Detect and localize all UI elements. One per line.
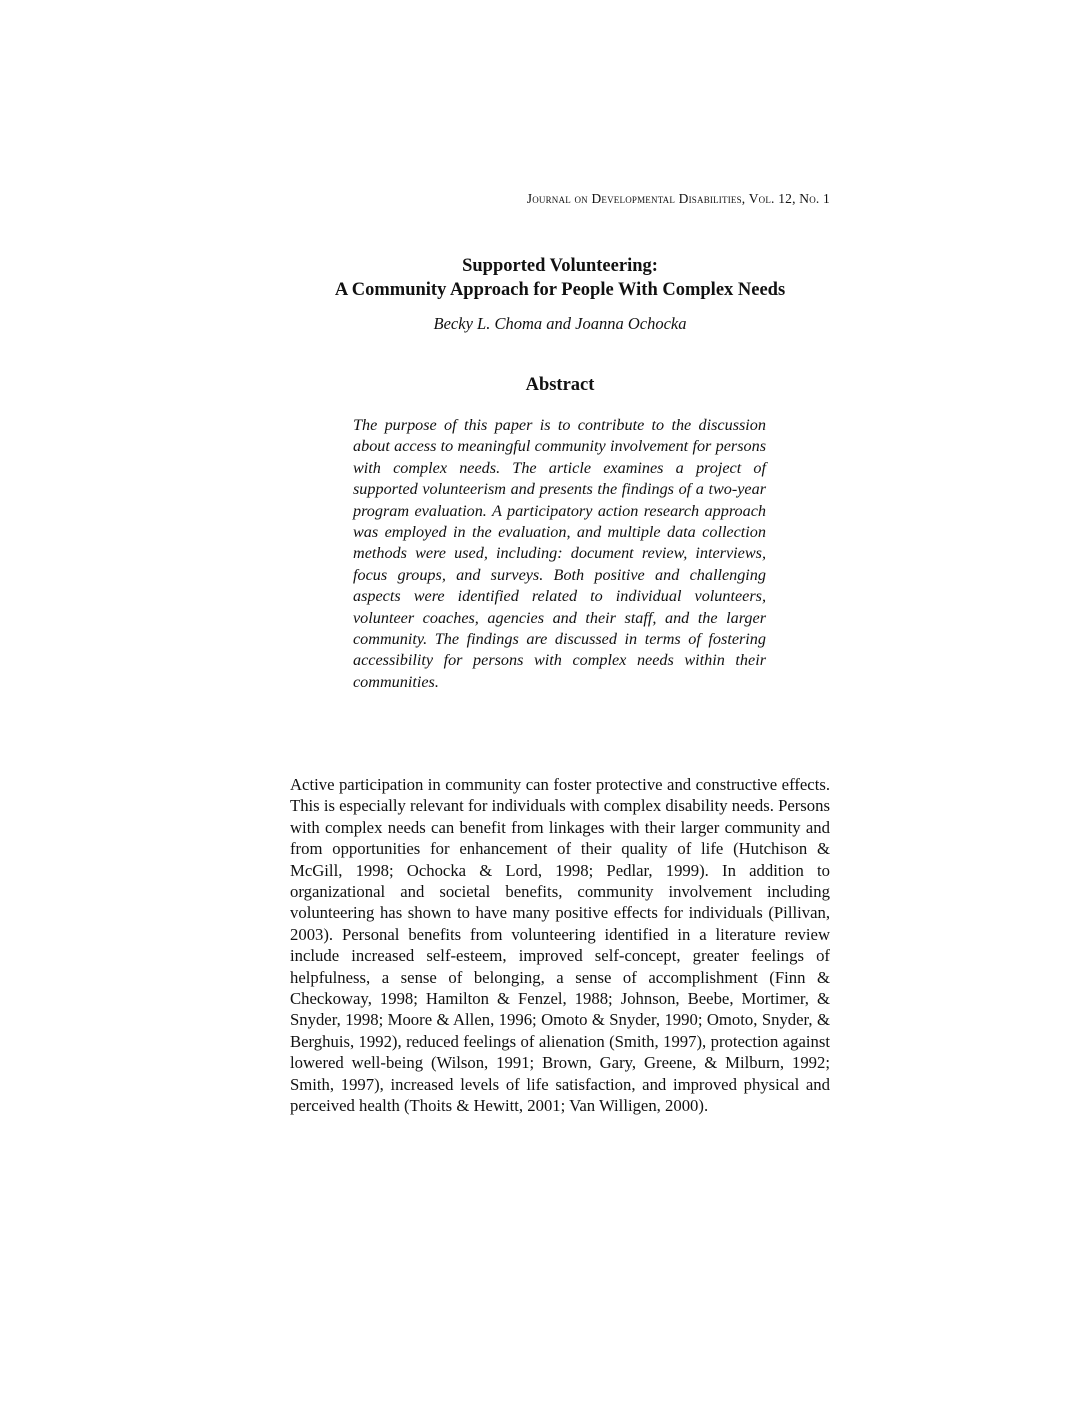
title-line-2: A Community Approach for People With Complex Needs xyxy=(334,280,786,300)
abstract-text: The purpose of this paper is to contribute to the discussion about access to meaningful community involvement for persons with complex needs. The article examines a project of supported volunteerism and presents the findings of a two-year program evaluation. A participatory action research approach was employed in the evaluation, and multiple data collection methods were used, including: document review, interviews, focus groups, and surveys. Both positive and challenging aspects were identified related to individual volunteers, volunteer coaches, agencies and their staff, and the larger community. The findings are discussed in terms of fostering accessibility for persons with complex needs within their communities. xyxy=(353,416,766,691)
abstract-heading: Abstract xyxy=(525,375,595,395)
title-line-1: Supported Volunteering: xyxy=(462,256,658,276)
body-paragraph: Active participation in community can foster protective and constructive effects. This is especially relevant for individuals with complex disability needs. Persons with complex needs can benefit from linkages with their larger community and from opportunities for enhancement of their quality of life (Hutchison & McGill, 1998; Ochocka & Lord, 1998; Pedlar, 1999). In addition to organizational and societal benefits, community involvement including volunteering has shown to have many positive effects for individuals (Pillivan, 2003). Personal benefits from volunteering identified in a literature review include increased self-esteem, improved self-concept, greater feelings of helpfulness, a sense of belonging, a sense of accomplishment (Finn & Checkoway, 1998; Hamilton & Fenzel, 1988; Johnson, Beebe, Mortimer, & Snyder, 1998; Moore & Allen, 1996; Omoto & Snyder, 1990; Omoto, Snyder, & Berghuis, 1992), reduced feelings of alienation (Smith, 1997), protection against lowered well-being (Wilson, 1991; Brown, Gary, Greene, & Milburn, 1992; Smith, 1997), increased levels of life satisfaction, and improved physical and perceived health (Thoits & Hewitt, 2001; Van Willigen, 2000). xyxy=(290,775,830,1116)
authors: Becky L. Choma and Joanna Ochocka xyxy=(433,314,687,333)
article-title xyxy=(290,254,830,302)
running-head: Journal on Developmental Disabilities, Vol. 12, No. 1 xyxy=(526,191,830,206)
